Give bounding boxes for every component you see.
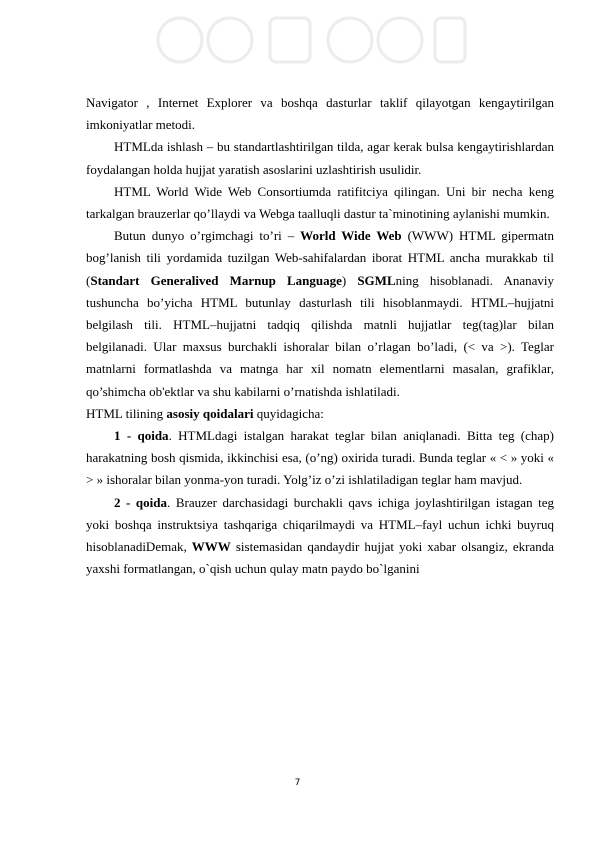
text-run: (WWW) HTML gipermatn bog’lanish tili yordamida tuzilgan Web-sahifalardan iborat HTML ancha murakkab til ( (86, 228, 554, 288)
paragraph-3: HTML World Wide Web Consortiumda ratifitciya qilingan. Uni bir necha keng tarkalgan brauzerlar qo’llaydi va Webga taalluqli dastur ta`minotining aylanishi mumkin. (86, 183, 554, 222)
paragraph-4 (86, 225, 554, 403)
text-run: ) (341, 272, 358, 288)
text-run: sistemasidan qandaydir hujjat yoki xabar olsangiz, ekranda yaxshi formatlangan, o`qish uchun qulay matn paydo bo`lganini (86, 539, 554, 577)
paragraph-2: HTMLda ishlash – bu standartlashtirilgan tilda, agar kerak bulsa kengaytirishlardan foydalangan holda hujjat yaratish asoslarini uzlashtirish usulidir. (86, 139, 554, 177)
rule-1-label: 1 - qoida (114, 428, 169, 444)
paragraph-5 (86, 403, 554, 425)
watermark-logo (150, 0, 470, 80)
bold-term-www: World Wide Web (300, 228, 402, 244)
text-run: HTML tilining (86, 405, 167, 421)
paragraph-7 (86, 492, 554, 581)
rule-2-label: 2 - qoida (114, 494, 168, 510)
bold-term-sgml-full: Standart Generalived Marnup Language (90, 272, 342, 288)
text-run: Butun dunyo o’rgimchagi to’ri – (114, 228, 301, 244)
text-run: ning hisoblanadi. Ananaviy tushuncha bo’yicha HTML butunlay dasturlash tili hisoblanmaydi. HTML–hujjatni belgilash tili. HTML–hujjatni tadqiq qilishda matnli hujjatlar teg(tag)lar bilan belgilanadi. Ular maxsus burchakli ishoralar bilan o’rlagan bo’ladi, (< va >). Teglar matnlarni formatlashda va matnga har xil nomatn elementlarni masalan, grafiklar, qo’shimcha ob'ektlar va shu kabilarni o’rnatishda ishlatiladi. (86, 272, 554, 399)
paragraph-1: Navigator , Internet Explorer va boshqa dasturlar taklif qilayotgan kengaytirilgan imkoniyatlar metodi. (86, 95, 554, 133)
bold-term-www: WWW (191, 539, 231, 555)
bold-term-sgml: SGML (357, 272, 396, 288)
text-run: . Brauzer darchasidagi burchakli qavs ichiga joylashtirilgan istagan teg yoki boshqa instruktsiya tashqariga chiqarilmaydi va HTML–fayl uchun ichki buyruq hisoblanadiDemak, (86, 494, 554, 555)
document-body (86, 92, 554, 580)
page-number: 7 (294, 778, 301, 788)
text-run: . HTMLdagi istalgan harakat teglar bilan aniqlanadi. Bitta teg (chap) harakatning bosh qismida, ikkinchisi esa, (o’ng) oxirida turadi. Bunda teglar « < » yoki « > » ishoralar bilan yonma-yon turadi. Yolg’iz o’zi ishlatiladigan teglar ham mavjud. (86, 428, 554, 488)
paragraph-6 (86, 425, 554, 492)
text-run: quyidagicha: (253, 405, 324, 421)
bold-term-rules: asosiy qoidalari (166, 405, 254, 421)
